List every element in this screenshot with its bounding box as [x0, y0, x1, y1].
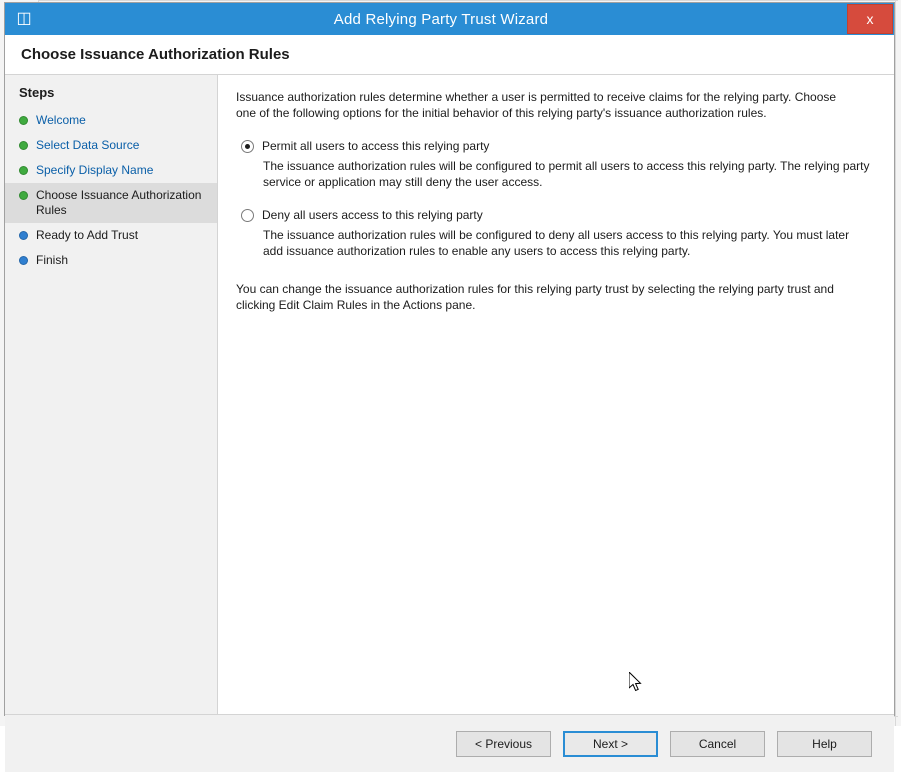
help-button[interactable]: Help	[777, 731, 872, 757]
next-button[interactable]: Next >	[563, 731, 658, 757]
window-title: Add Relying Party Trust Wizard	[333, 10, 549, 28]
steps-heading: Steps	[19, 85, 55, 100]
sidebar-item-label: Ready to Add Trust	[36, 228, 139, 242]
page-header	[5, 35, 894, 75]
step-status-icon	[19, 191, 28, 200]
sidebar-item-label: Select Data Source	[36, 138, 140, 152]
option-permit-all-users-label: Permit all users to access this relying party	[262, 139, 490, 153]
sidebar-item-label: Choose Issuance Authorization Rules	[36, 188, 202, 217]
step-status-icon	[19, 141, 28, 150]
dialog-footer	[5, 714, 894, 772]
previous-button[interactable]: < Previous	[456, 731, 551, 757]
sidebar-item-specify-display-name[interactable]	[5, 158, 217, 183]
option-deny-all-users-description: The issuance authorization rules will be configured to deny all users access to this relying party. You must later add issuance authorization rules to enable any users to access this relying party.	[263, 228, 850, 258]
intro-text: Issuance authorization rules determine whether a user is permitted to receive claims for the relying party. Choose one of the following options for the initial behavior of this relying party's issuance authorization rules.	[236, 90, 837, 120]
sidebar-item-choose-issuance-authorization-rules[interactable]	[5, 183, 217, 223]
page-title: Choose Issuance Authorization Rules	[21, 46, 290, 63]
sidebar-item-select-data-source[interactable]	[5, 133, 217, 158]
note-text: You can change the issuance authorization rules for this relying party trust by selecting the relying party trust and clicking Edit Claim Rules in the Actions pane.	[236, 282, 834, 312]
radio-deny-all-users[interactable]	[241, 209, 254, 222]
sidebar-item-welcome[interactable]	[5, 108, 217, 133]
option-deny-all-users[interactable]	[236, 208, 870, 223]
sidebar-item-label: Finish	[36, 253, 69, 267]
close-icon[interactable]: x	[847, 4, 893, 34]
option-permit-all-users-description: The issuance authorization rules will be configured to permit all users to access this relying party. The relying party service or application may still deny the user access.	[263, 159, 870, 189]
sidebar-item-label: Specify Display Name	[36, 163, 154, 177]
window-titlebar[interactable]	[5, 3, 894, 35]
step-status-icon	[19, 116, 28, 125]
dialog-body	[5, 75, 894, 714]
step-status-icon	[19, 256, 28, 265]
radio-permit-all-users[interactable]	[241, 140, 254, 153]
steps-sidebar	[5, 75, 218, 714]
option-permit-all-users[interactable]	[236, 139, 870, 154]
sidebar-item-finish[interactable]	[5, 248, 217, 273]
cancel-button[interactable]: Cancel	[670, 731, 765, 757]
wizard-window-icon: ◫	[16, 10, 32, 27]
sidebar-item-ready-to-add-trust[interactable]	[5, 223, 217, 248]
add-relying-party-trust-wizard-dialog	[4, 2, 895, 751]
content-pane	[218, 75, 894, 714]
step-status-icon	[19, 231, 28, 240]
step-status-icon	[19, 166, 28, 175]
option-deny-all-users-label: Deny all users access to this relying party	[262, 208, 483, 222]
sidebar-item-label: Welcome	[36, 113, 86, 127]
